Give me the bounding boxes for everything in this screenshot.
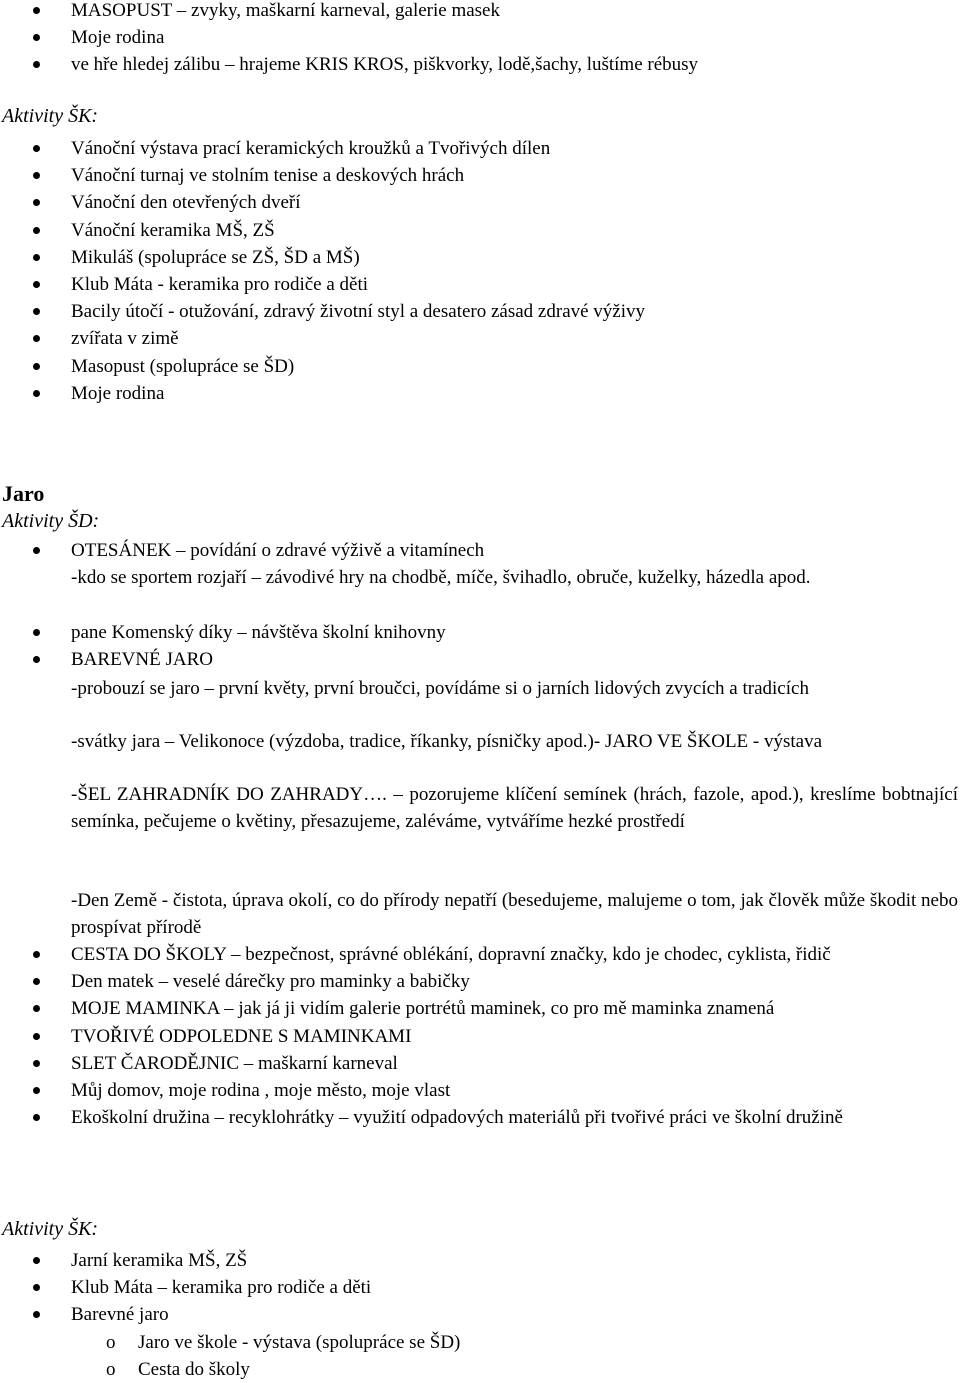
spring-sd-list-1 <box>0 537 960 564</box>
list-item: Moje rodina <box>0 24 960 51</box>
list-item: Vánoční keramika MŠ, ZŠ <box>0 217 960 244</box>
list-item: MOJE MAMINKA – jak já ji vidím galerie portrétů maminek, co pro mě maminka znamená <box>0 995 960 1022</box>
list-item: Klub Máta - keramika pro rodiče a děti <box>0 271 960 298</box>
list-item-otesanek: OTESÁNEK – povídání o zdravé výživě a vitamínech <box>0 537 960 564</box>
list-item-komensky: pane Komenský díky – návštěva školní knihovny <box>0 619 960 646</box>
section-heading-spring-sk: Aktivity ŠK: <box>2 1218 99 1240</box>
section-heading-spring-sd: Aktivity ŠD: <box>2 510 100 532</box>
list-item: Moje rodina <box>0 380 960 407</box>
list-item: Den matek – veselé dárečky pro maminky a babičky <box>0 968 960 995</box>
list-item: TVOŘIVÉ ODPOLEDNE S MAMINKAMI <box>0 1023 960 1050</box>
list-item: Mikuláš (spolupráce se ZŠ, ŠD a MŠ) <box>0 244 960 271</box>
list-item-barevne-jaro: BAREVNÉ JARO <box>0 646 960 673</box>
list-item: Klub Máta – keramika pro rodiče a děti <box>0 1274 960 1301</box>
list-item: ve hře hledej zálibu – hrajeme KRIS KROS, piškvorky, lodě,šachy, luštíme rébusy <box>0 51 960 78</box>
section-title-jaro: Jaro <box>2 481 45 506</box>
sub-list-item: o Jaro ve škole - výstava (spolupráce se ŠD) <box>0 1329 960 1356</box>
section-heading-winter-sk: Aktivity ŠK: <box>2 105 99 127</box>
list-item: Barevné jaro <box>0 1301 960 1328</box>
spring-sd-list-2 <box>0 619 960 673</box>
list-item: Vánoční turnaj ve stolním tenise a deskových hrách <box>0 162 960 189</box>
list-item: Můj domov, moje rodina , moje město, moje vlast <box>0 1077 960 1104</box>
continuation-text: -probouzí se jaro – první květy, první broučci, povídáme si o jarních lidových zvycích a tradicích <box>71 678 809 699</box>
list-item: Vánoční den otevřených dveří <box>0 189 960 216</box>
continuation-text: -ŠEL ZAHRADNÍK DO ZAHRADY…. – pozorujeme klíčení semínek (hrách, fazole, apod.), kreslíme bobtnající semínka, pečujeme o květiny, přesazujeme, zaléváme, vytváříme hezké prostředí <box>71 784 958 833</box>
list-item: Ekoškolní družina – recyklohrátky – využití odpadových materiálů při tvořivé práci ve školní družině <box>0 1104 960 1131</box>
list-item: zvířata v zimě <box>0 325 960 352</box>
continuation-text: -kdo se sportem rozjaří – závodivé hry na chodbě, míče, švihadlo, obruče, kuželky, házedla apod. <box>71 567 811 588</box>
list-item: SLET ČARODĚJNIC – maškarní karneval <box>0 1050 960 1077</box>
list-item: MASOPUST – zvyky, maškarní karneval, galerie masek <box>0 0 960 24</box>
continuation-text: -Den Země - čistota, úprava okolí, co do přírody nepatří (besedujeme, malujeme o tom, jak člověk může škodit nebo prospívat přírodě <box>71 890 958 939</box>
continuation-text: -svátky jara – Velikonoce (výzdoba, tradice, říkanky, písničky apod.)- JARO VE ŠKOLE - výstava <box>71 731 823 752</box>
list-item: Masopust (spolupráce se ŠD) <box>0 353 960 380</box>
list-item: Jarní keramika MŠ, ZŠ <box>0 1247 960 1274</box>
list-item: Vánoční výstava prací keramických kroužků a Tvořivých dílen <box>0 135 960 162</box>
list-item: Bacily útočí - otužování, zdravý životní styl a desatero zásad zdravé výživy <box>0 298 960 325</box>
spring-sk-list <box>0 1247 960 1383</box>
spring-sd-list-3 <box>0 941 960 1131</box>
intro-list <box>0 0 960 79</box>
sub-list-item: o Cesta do školy <box>0 1356 960 1383</box>
list-item: CESTA DO ŠKOLY – bezpečnost, správné oblékání, dopravní značky, kdo je chodec, cyklista, řidič <box>0 941 960 968</box>
winter-sk-list <box>0 135 960 407</box>
